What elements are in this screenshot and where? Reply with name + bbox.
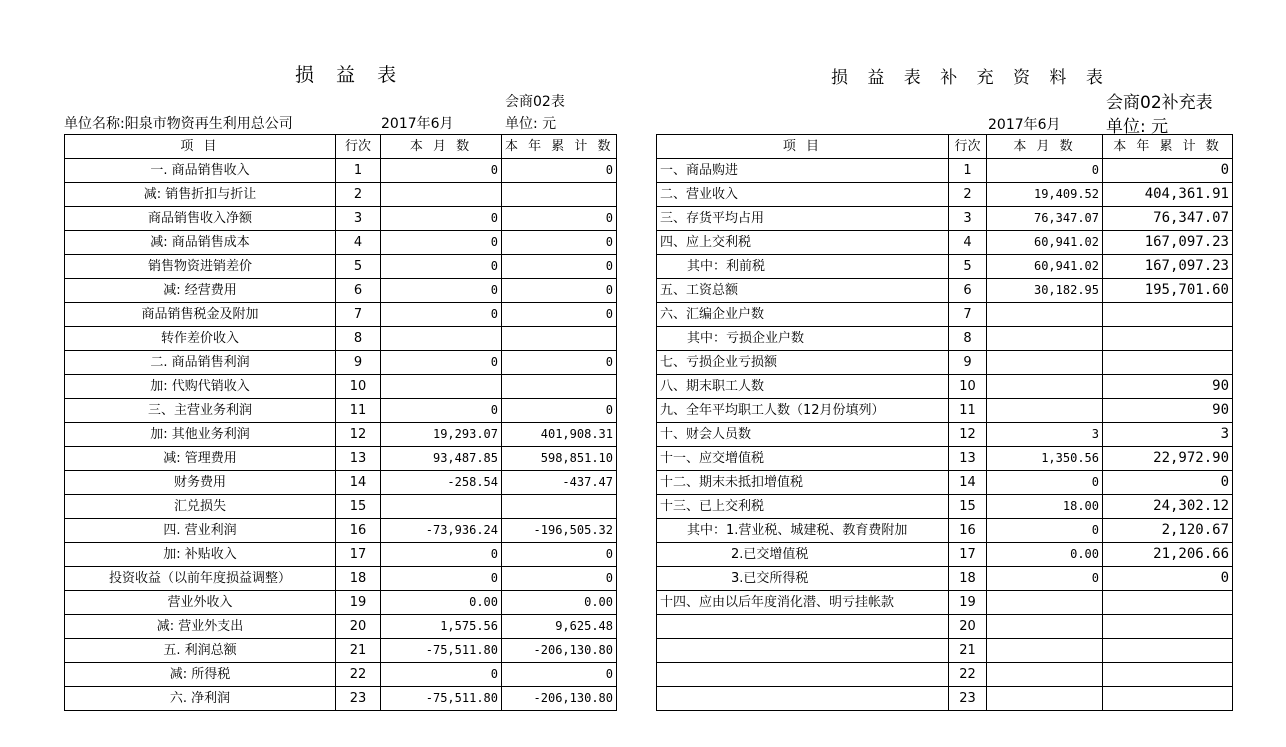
right-cell-month — [987, 639, 1103, 663]
left-cell-year — [502, 327, 617, 351]
right-table-row — [657, 375, 1233, 399]
left-cell-month: 93,487.85 — [381, 447, 502, 471]
right-table-row — [657, 591, 1233, 615]
left-cell-month: 0 — [381, 303, 502, 327]
left-table-row — [65, 303, 617, 327]
right-cell-no: 5 — [949, 255, 987, 279]
right-period: 2017年6月 — [988, 117, 1061, 133]
left-cell-no: 4 — [336, 231, 381, 255]
left-cell-year: 0 — [502, 351, 617, 375]
left-cell-year: -206,130.80 — [502, 639, 617, 663]
left-cell-month: -258.54 — [381, 471, 502, 495]
right-cell-year: 0 — [1103, 567, 1233, 591]
right-cell-year — [1103, 327, 1233, 351]
left-cell-item: 五. 利润总额 — [65, 639, 336, 663]
right-cell-no: 23 — [949, 687, 987, 711]
left-cell-no: 22 — [336, 663, 381, 687]
right-cell-year: 167,097.23 — [1103, 231, 1233, 255]
left-table-row — [65, 375, 617, 399]
right-cell-month: 0 — [987, 471, 1103, 495]
left-table-row — [65, 327, 617, 351]
right-cell-item: 十三、已上交利税 — [657, 495, 949, 519]
left-cell-item: 减: 销售折扣与折让 — [65, 183, 336, 207]
right-cell-no: 16 — [949, 519, 987, 543]
right-cell-no: 22 — [949, 663, 987, 687]
right-table-row — [657, 447, 1233, 471]
left-cell-month: 0 — [381, 543, 502, 567]
right-cell-month — [987, 663, 1103, 687]
left-cell-item: 加: 补贴收入 — [65, 543, 336, 567]
left-cell-item: 减: 商品销售成本 — [65, 231, 336, 255]
left-cell-item: 销售物资进销差价 — [65, 255, 336, 279]
right-cell-no: 4 — [949, 231, 987, 255]
left-cell-month: 0 — [381, 279, 502, 303]
left-cell-year: 598,851.10 — [502, 447, 617, 471]
left-cell-month — [381, 375, 502, 399]
right-cell-no: 7 — [949, 303, 987, 327]
right-table-row — [657, 567, 1233, 591]
right-cell-month — [987, 591, 1103, 615]
left-cell-year: 0 — [502, 279, 617, 303]
left-cell-item: 加: 代购代销收入 — [65, 375, 336, 399]
left-cell-no: 18 — [336, 567, 381, 591]
right-cell-year: 21,206.66 — [1103, 543, 1233, 567]
left-cell-no: 14 — [336, 471, 381, 495]
left-cell-no: 13 — [336, 447, 381, 471]
left-cell-year: 0 — [502, 159, 617, 183]
right-cell-year — [1103, 303, 1233, 327]
right-cell-year — [1103, 591, 1233, 615]
left-cell-year: 0 — [502, 567, 617, 591]
right-table-row — [657, 183, 1233, 207]
left-cell-year: 0 — [502, 399, 617, 423]
left-table-row — [65, 639, 617, 663]
left-cell-no: 8 — [336, 327, 381, 351]
right-cell-month: 19,409.52 — [987, 183, 1103, 207]
left-table-row — [65, 255, 617, 279]
left-table-row — [65, 423, 617, 447]
right-cell-item: 一、商品购进 — [657, 159, 949, 183]
right-cell-year: 3 — [1103, 423, 1233, 447]
left-cell-item: 四. 营业利润 — [65, 519, 336, 543]
left-cell-year: 0 — [502, 207, 617, 231]
right-cell-item: 十四、应由以后年度消化潜、明亏挂帐款 — [657, 591, 949, 615]
left-cell-month — [381, 327, 502, 351]
left-income-table — [64, 134, 617, 711]
left-cell-no: 5 — [336, 255, 381, 279]
left-table-row — [65, 159, 617, 183]
left-cell-year: 0 — [502, 663, 617, 687]
left-header-no: 行次 — [336, 135, 381, 159]
right-table-row — [657, 615, 1233, 639]
left-cell-item: 减: 管理费用 — [65, 447, 336, 471]
right-cell-year: 22,972.90 — [1103, 447, 1233, 471]
left-cell-no: 11 — [336, 399, 381, 423]
left-table-row — [65, 351, 617, 375]
right-cell-month — [987, 351, 1103, 375]
right-cell-year: 195,701.60 — [1103, 279, 1233, 303]
right-cell-month: 60,941.02 — [987, 255, 1103, 279]
left-cell-month: 0 — [381, 351, 502, 375]
right-cell-month — [987, 399, 1103, 423]
left-table-row — [65, 615, 617, 639]
left-cell-item: 转作差价收入 — [65, 327, 336, 351]
left-cell-item: 财务费用 — [65, 471, 336, 495]
right-cell-item — [657, 639, 949, 663]
right-cell-item: 其中：亏损企业户数 — [657, 327, 949, 351]
left-cell-year: 0.00 — [502, 591, 617, 615]
left-cell-no: 7 — [336, 303, 381, 327]
right-table-row — [657, 423, 1233, 447]
right-table-row — [657, 303, 1233, 327]
right-table-row — [657, 255, 1233, 279]
left-cell-year: 0 — [502, 255, 617, 279]
left-table-row — [65, 207, 617, 231]
right-table-row — [657, 327, 1233, 351]
left-cell-item: 商品销售收入净额 — [65, 207, 336, 231]
right-cell-month: 76,347.07 — [987, 207, 1103, 231]
left-cell-item: 减: 所得税 — [65, 663, 336, 687]
left-cell-year: -437.47 — [502, 471, 617, 495]
left-cell-no: 23 — [336, 687, 381, 711]
right-cell-item: 六、汇编企业户数 — [657, 303, 949, 327]
right-cell-item: 其中：1.营业税、城建税、教育费附加 — [657, 519, 949, 543]
right-cell-month — [987, 327, 1103, 351]
left-cell-item: 一. 商品销售收入 — [65, 159, 336, 183]
left-cell-no: 1 — [336, 159, 381, 183]
right-cell-month — [987, 375, 1103, 399]
right-cell-item — [657, 615, 949, 639]
right-cell-no: 14 — [949, 471, 987, 495]
right-cell-year — [1103, 687, 1233, 711]
right-cell-item: 七、亏损企业亏损额 — [657, 351, 949, 375]
left-cell-item: 六. 净利润 — [65, 687, 336, 711]
right-table-row — [657, 159, 1233, 183]
right-table-row — [657, 471, 1233, 495]
left-header-item: 项 目 — [65, 135, 336, 159]
right-cell-month — [987, 303, 1103, 327]
left-cell-month: 19,293.07 — [381, 423, 502, 447]
left-cell-item: 减: 经营费用 — [65, 279, 336, 303]
left-cell-month: 0 — [381, 663, 502, 687]
right-cell-no: 15 — [949, 495, 987, 519]
right-cell-year — [1103, 351, 1233, 375]
left-cell-item: 二. 商品销售利润 — [65, 351, 336, 375]
right-table-row — [657, 399, 1233, 423]
left-cell-month: 1,575.56 — [381, 615, 502, 639]
left-cell-year: -196,505.32 — [502, 519, 617, 543]
right-cell-month — [987, 615, 1103, 639]
left-cell-year: 0 — [502, 543, 617, 567]
right-cell-month: 30,182.95 — [987, 279, 1103, 303]
right-cell-year — [1103, 639, 1233, 663]
right-cell-no: 18 — [949, 567, 987, 591]
right-cell-item — [657, 687, 949, 711]
right-unit: 单位: 元 — [1106, 117, 1169, 137]
right-header-item: 项 目 — [657, 135, 949, 159]
right-cell-item: 十、财会人员数 — [657, 423, 949, 447]
left-table-row — [65, 279, 617, 303]
right-cell-no: 10 — [949, 375, 987, 399]
left-cell-no: 12 — [336, 423, 381, 447]
right-cell-year: 2,120.67 — [1103, 519, 1233, 543]
right-cell-no: 20 — [949, 615, 987, 639]
right-cell-no: 12 — [949, 423, 987, 447]
left-cell-no: 15 — [336, 495, 381, 519]
right-table-row — [657, 495, 1233, 519]
right-supplement-table — [656, 134, 1233, 711]
right-table-row — [657, 639, 1233, 663]
right-table-row — [657, 687, 1233, 711]
right-cell-item: 八、期末职工人数 — [657, 375, 949, 399]
right-cell-year: 24,302.12 — [1103, 495, 1233, 519]
left-header-month: 本 月 数 — [381, 135, 502, 159]
right-table-row — [657, 351, 1233, 375]
right-cell-item: 九、全年平均职工人数（12月份填列） — [657, 399, 949, 423]
left-form-code: 会商02表 — [505, 94, 565, 110]
left-cell-no: 10 — [336, 375, 381, 399]
right-cell-no: 19 — [949, 591, 987, 615]
right-cell-month: 1,350.56 — [987, 447, 1103, 471]
left-cell-no: 6 — [336, 279, 381, 303]
right-cell-month: 0.00 — [987, 543, 1103, 567]
left-cell-year: 0 — [502, 231, 617, 255]
left-table-row — [65, 399, 617, 423]
left-table-row — [65, 519, 617, 543]
right-table-row — [657, 663, 1233, 687]
left-cell-month: 0 — [381, 255, 502, 279]
left-title: 损 益 表 — [295, 64, 405, 86]
right-table-row — [657, 207, 1233, 231]
left-cell-no: 16 — [336, 519, 381, 543]
right-cell-year: 167,097.23 — [1103, 255, 1233, 279]
right-cell-item: 2.已交增值税 — [657, 543, 949, 567]
left-period: 2017年6月 — [381, 116, 454, 132]
left-cell-month: 0 — [381, 207, 502, 231]
left-cell-item: 三、主营业务利润 — [65, 399, 336, 423]
right-cell-month: 0 — [987, 159, 1103, 183]
right-cell-year — [1103, 663, 1233, 687]
right-cell-year — [1103, 615, 1233, 639]
right-cell-month: 0 — [987, 519, 1103, 543]
right-cell-year: 90 — [1103, 375, 1233, 399]
right-cell-month: 18.00 — [987, 495, 1103, 519]
left-table-row — [65, 231, 617, 255]
left-cell-month: 0 — [381, 567, 502, 591]
left-cell-item: 投资收益（以前年度损益调整） — [65, 567, 336, 591]
left-table-row — [65, 447, 617, 471]
left-cell-month: 0 — [381, 159, 502, 183]
right-cell-item: 三、存货平均占用 — [657, 207, 949, 231]
right-cell-no: 21 — [949, 639, 987, 663]
right-cell-no: 3 — [949, 207, 987, 231]
left-cell-month: 0.00 — [381, 591, 502, 615]
left-cell-month: -73,936.24 — [381, 519, 502, 543]
left-cell-item: 汇兑损失 — [65, 495, 336, 519]
right-cell-month: 0 — [987, 567, 1103, 591]
left-cell-month: -75,511.80 — [381, 687, 502, 711]
right-cell-month: 3 — [987, 423, 1103, 447]
right-cell-item: 其中：利前税 — [657, 255, 949, 279]
left-cell-item: 减: 营业外支出 — [65, 615, 336, 639]
left-cell-no: 20 — [336, 615, 381, 639]
left-cell-no: 19 — [336, 591, 381, 615]
left-cell-no: 17 — [336, 543, 381, 567]
left-cell-no: 21 — [336, 639, 381, 663]
left-cell-year: 401,908.31 — [502, 423, 617, 447]
right-cell-year: 76,347.07 — [1103, 207, 1233, 231]
left-table-row — [65, 183, 617, 207]
left-cell-year: 9,625.48 — [502, 615, 617, 639]
right-cell-no: 17 — [949, 543, 987, 567]
left-cell-year — [502, 375, 617, 399]
left-table-row — [65, 591, 617, 615]
right-cell-item: 十二、期末未抵扣增值税 — [657, 471, 949, 495]
left-table-row — [65, 567, 617, 591]
left-cell-item: 营业外收入 — [65, 591, 336, 615]
right-cell-year: 0 — [1103, 471, 1233, 495]
left-header-year: 本 年 累 计 数 — [502, 135, 617, 159]
left-cell-year: 0 — [502, 303, 617, 327]
right-cell-no: 2 — [949, 183, 987, 207]
right-cell-year: 90 — [1103, 399, 1233, 423]
right-form-code: 会商02补充表 — [1106, 93, 1213, 113]
left-header-row — [65, 135, 617, 159]
right-cell-year: 404,361.91 — [1103, 183, 1233, 207]
right-cell-item: 十一、应交增值税 — [657, 447, 949, 471]
right-table-row — [657, 543, 1233, 567]
right-cell-no: 6 — [949, 279, 987, 303]
right-cell-no: 11 — [949, 399, 987, 423]
right-header-row — [657, 135, 1233, 159]
left-cell-year — [502, 183, 617, 207]
left-cell-month: -75,511.80 — [381, 639, 502, 663]
right-cell-month — [987, 687, 1103, 711]
left-cell-year — [502, 495, 617, 519]
left-cell-no: 3 — [336, 207, 381, 231]
right-cell-year: 0 — [1103, 159, 1233, 183]
left-table-row — [65, 687, 617, 711]
left-cell-month — [381, 495, 502, 519]
right-cell-no: 8 — [949, 327, 987, 351]
right-cell-item: 四、应上交利税 — [657, 231, 949, 255]
right-table-row — [657, 279, 1233, 303]
left-table-row — [65, 495, 617, 519]
left-cell-month — [381, 183, 502, 207]
left-cell-year: -206,130.80 — [502, 687, 617, 711]
left-company: 单位名称:阳泉市物资再生利用总公司 — [64, 116, 293, 132]
right-header-year: 本 年 累 计 数 — [1103, 135, 1233, 159]
right-title: 损 益 表 补 充 资 料 表 — [831, 68, 1110, 88]
right-cell-item: 五、工资总额 — [657, 279, 949, 303]
left-cell-no: 2 — [336, 183, 381, 207]
right-cell-item: 二、营业收入 — [657, 183, 949, 207]
left-cell-item: 加: 其他业务利润 — [65, 423, 336, 447]
right-cell-no: 13 — [949, 447, 987, 471]
right-cell-item: 3.已交所得税 — [657, 567, 949, 591]
left-cell-month: 0 — [381, 231, 502, 255]
left-table-row — [65, 543, 617, 567]
right-cell-item — [657, 663, 949, 687]
right-cell-no: 1 — [949, 159, 987, 183]
left-cell-no: 9 — [336, 351, 381, 375]
right-table-row — [657, 231, 1233, 255]
right-header-no: 行次 — [949, 135, 987, 159]
right-cell-no: 9 — [949, 351, 987, 375]
left-unit: 单位: 元 — [505, 116, 557, 132]
left-cell-item: 商品销售税金及附加 — [65, 303, 336, 327]
left-cell-month: 0 — [381, 399, 502, 423]
right-cell-month: 60,941.02 — [987, 231, 1103, 255]
left-table-row — [65, 663, 617, 687]
left-table-row — [65, 471, 617, 495]
right-table-row — [657, 519, 1233, 543]
right-header-month: 本 月 数 — [987, 135, 1103, 159]
